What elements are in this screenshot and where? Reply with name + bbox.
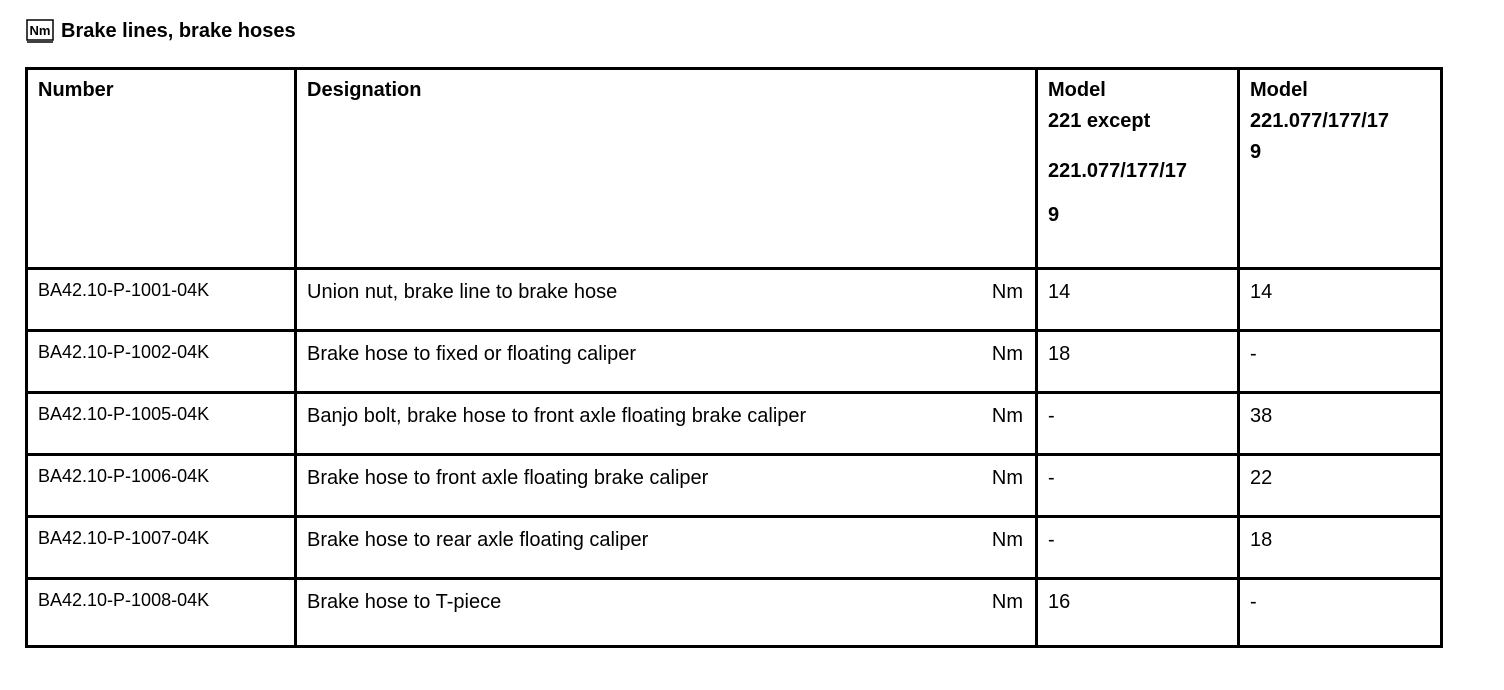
unit-label: Nm	[991, 467, 1023, 489]
row-designation	[296, 517, 1037, 579]
unit-label: Nm	[991, 405, 1023, 427]
row-number: BA42.10-P-1007-04K	[27, 517, 296, 579]
row-number: BA42.10-P-1006-04K	[27, 455, 296, 517]
row-number: BA42.10-P-1001-04K	[27, 269, 296, 331]
unit-label: Nm	[991, 591, 1023, 613]
row-model-a-value: -	[1037, 393, 1239, 455]
row-designation	[296, 331, 1037, 393]
designation-text: Banjo bolt, brake hose to front axle floating brake caliper	[307, 405, 807, 427]
row-model-a-value: 16	[1037, 579, 1239, 647]
table-row	[27, 455, 1442, 517]
header-number: Number	[27, 69, 296, 269]
nm-icon	[26, 19, 54, 43]
header-model-b	[1239, 69, 1442, 269]
row-model-b-value: 38	[1239, 393, 1442, 455]
row-model-a-value: 18	[1037, 331, 1239, 393]
header-model-a-label: Model	[1048, 79, 1106, 101]
header-model-a-code-end: 9	[1048, 204, 1060, 226]
designation-text: Brake hose to front axle floating brake caliper	[307, 467, 709, 489]
torque-spec-table	[25, 67, 1443, 648]
unit-label: Nm	[991, 529, 1023, 551]
row-designation	[296, 455, 1037, 517]
table-header-row	[27, 69, 1442, 269]
header-model-b-label: Model	[1250, 79, 1308, 101]
svg-text:Nm: Nm	[29, 23, 51, 38]
row-designation	[296, 393, 1037, 455]
unit-label: Nm	[991, 343, 1023, 365]
unit-label: Nm	[991, 281, 1023, 303]
row-model-b-value: 14	[1239, 269, 1442, 331]
section-title: Brake lines, brake hoses	[61, 20, 296, 42]
row-designation	[296, 579, 1037, 647]
row-number: BA42.10-P-1002-04K	[27, 331, 296, 393]
header-model-a	[1037, 69, 1239, 269]
header-model-a-code: 221.077/177/17	[1048, 160, 1188, 182]
header-model-b-code-end: 9	[1250, 141, 1262, 163]
row-model-a-value: -	[1037, 455, 1239, 517]
header-model-b-code: 221.077/177/17	[1250, 110, 1390, 132]
designation-text: Brake hose to T-piece	[307, 591, 502, 613]
designation-text: Brake hose to rear axle floating caliper	[307, 529, 649, 551]
designation-text: Union nut, brake line to brake hose	[307, 281, 618, 303]
row-model-b-value: 18	[1239, 517, 1442, 579]
row-number: BA42.10-P-1008-04K	[27, 579, 296, 647]
row-model-a-value: 14	[1037, 269, 1239, 331]
table-row	[27, 393, 1442, 455]
section-heading	[26, 16, 296, 46]
table-row	[27, 269, 1442, 331]
header-model-a-qualifier: 221 except	[1048, 110, 1151, 132]
row-model-b-value: -	[1239, 579, 1442, 647]
table-row	[27, 331, 1442, 393]
row-model-b-value: -	[1239, 331, 1442, 393]
table-row	[27, 579, 1442, 647]
designation-text: Brake hose to fixed or floating caliper	[307, 343, 637, 365]
row-model-a-value: -	[1037, 517, 1239, 579]
table-row	[27, 517, 1442, 579]
row-model-b-value: 22	[1239, 455, 1442, 517]
header-designation: Designation	[296, 69, 1037, 269]
row-number: BA42.10-P-1005-04K	[27, 393, 296, 455]
row-designation	[296, 269, 1037, 331]
